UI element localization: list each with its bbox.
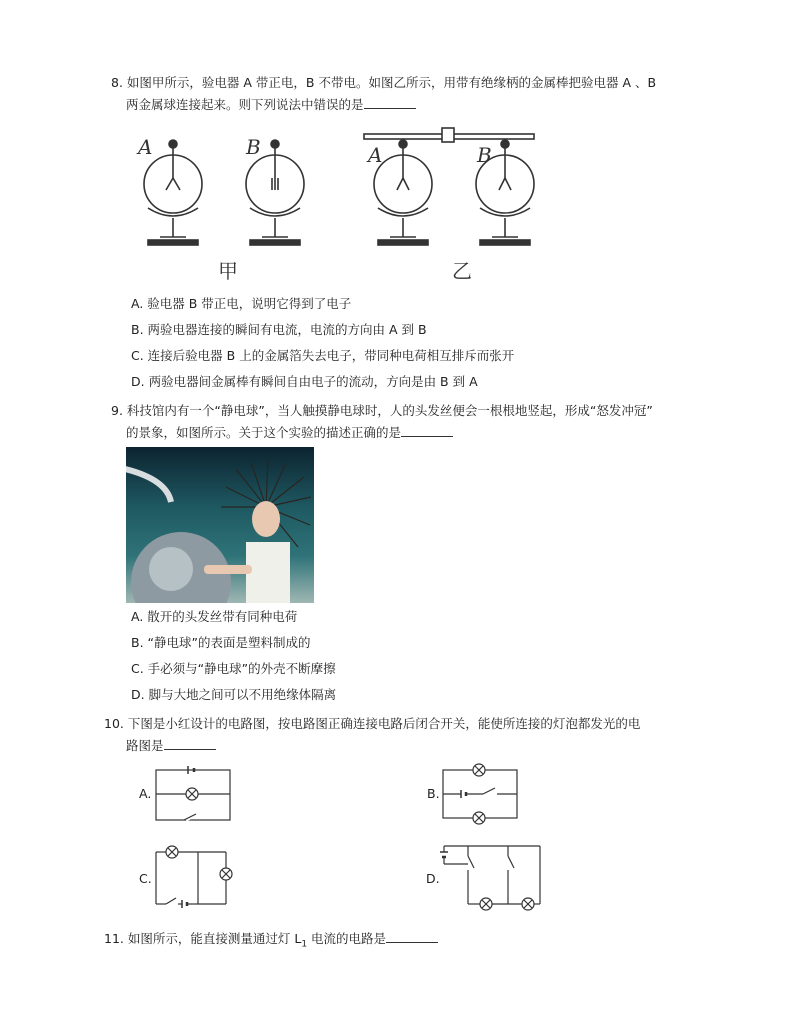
- circuit-b-label[interactable]: B.: [427, 786, 440, 801]
- q11-number: 11.: [104, 931, 124, 946]
- q9-number: 9.: [111, 403, 123, 418]
- q9-text-line2: 的景象，如图所示。关于这个实验的描述正确的是: [126, 425, 402, 440]
- q9-option-a[interactable]: A. 散开的头发丝带有同种电荷: [131, 609, 298, 624]
- q9-option-b[interactable]: B. “静电球”的表面是塑料制成的: [131, 635, 311, 650]
- q8-option-b[interactable]: B. 两验电器连接的瞬间有电流，电流的方向由 A 到 B: [131, 322, 427, 337]
- label-A-jia: A: [138, 135, 153, 159]
- answer-blank[interactable]: [386, 930, 438, 943]
- answer-blank[interactable]: [364, 96, 416, 109]
- q9-option-d[interactable]: D. 脚与大地之间可以不用绝缘体隔离: [131, 687, 337, 702]
- static-ball-photo: [126, 447, 314, 603]
- circuit-d-label[interactable]: D.: [426, 871, 440, 886]
- label-B-jia: B: [246, 135, 261, 159]
- q9-option-c[interactable]: C. 手必须与“静电球”的外壳不断摩擦: [131, 661, 336, 676]
- q8-text-line2: 两金属球连接起来。则下列说法中错误的是: [126, 97, 364, 112]
- circuit-d-diagram: [442, 842, 542, 912]
- circuit-a-diagram: [154, 766, 234, 824]
- q10-number: 10.: [104, 716, 124, 731]
- q8-option-c[interactable]: C. 连接后验电器 B 上的金属箔失去电子，带同种电荷相互排斥而张开: [131, 348, 515, 363]
- label-B-yi: B: [477, 143, 492, 167]
- q11-text2: 电流的电路是: [307, 931, 387, 946]
- caption-yi: 乙: [452, 259, 472, 283]
- electroscope-figure: [130, 122, 550, 282]
- question-8-line2: [126, 94, 706, 116]
- caption-jia: 甲: [218, 259, 238, 283]
- circuit-b-diagram: [441, 760, 521, 824]
- q9-text-line1: 科技馆内有一个“静电球”，当人触摸静电球时，人的头发丝便会一根根地竖起，形成“怒发冲冠”: [126, 403, 653, 418]
- circuit-c-label[interactable]: C.: [139, 871, 152, 886]
- q11-text: 如图所示，能直接测量通过灯 L: [127, 931, 302, 946]
- answer-blank[interactable]: [164, 737, 216, 750]
- circuit-a-label[interactable]: A.: [139, 786, 152, 801]
- q10-text-line2: 路图是: [126, 738, 164, 753]
- circuit-c-diagram: [154, 844, 238, 908]
- q8-number: 8.: [111, 75, 123, 90]
- question-9-line2: [126, 422, 706, 444]
- q8-option-a[interactable]: A. 验电器 B 带正电，说明它得到了电子: [131, 296, 352, 311]
- q8-text-line1: 如图甲所示，验电器 A 带正电，B 不带电。如图乙所示，用带有绝缘柄的金属棒把验电器 A 、B: [126, 75, 657, 90]
- question-10: [104, 713, 714, 735]
- question-10-line2: [126, 735, 706, 757]
- question-11: [104, 928, 714, 956]
- q10-text-line1: 下图是小红设计的电路图，按电路图正确连接电路后闭合开关，能使所连接的灯泡都发光的电: [127, 716, 641, 731]
- q8-option-d[interactable]: D. 两验电器间金属棒有瞬间自由电子的流动，方向是由 B 到 A: [131, 374, 478, 389]
- question-8: [111, 72, 711, 94]
- question-9: [111, 400, 711, 422]
- q11-subscript: 1: [301, 939, 308, 950]
- label-A-yi: A: [368, 143, 383, 167]
- answer-blank[interactable]: [401, 424, 453, 437]
